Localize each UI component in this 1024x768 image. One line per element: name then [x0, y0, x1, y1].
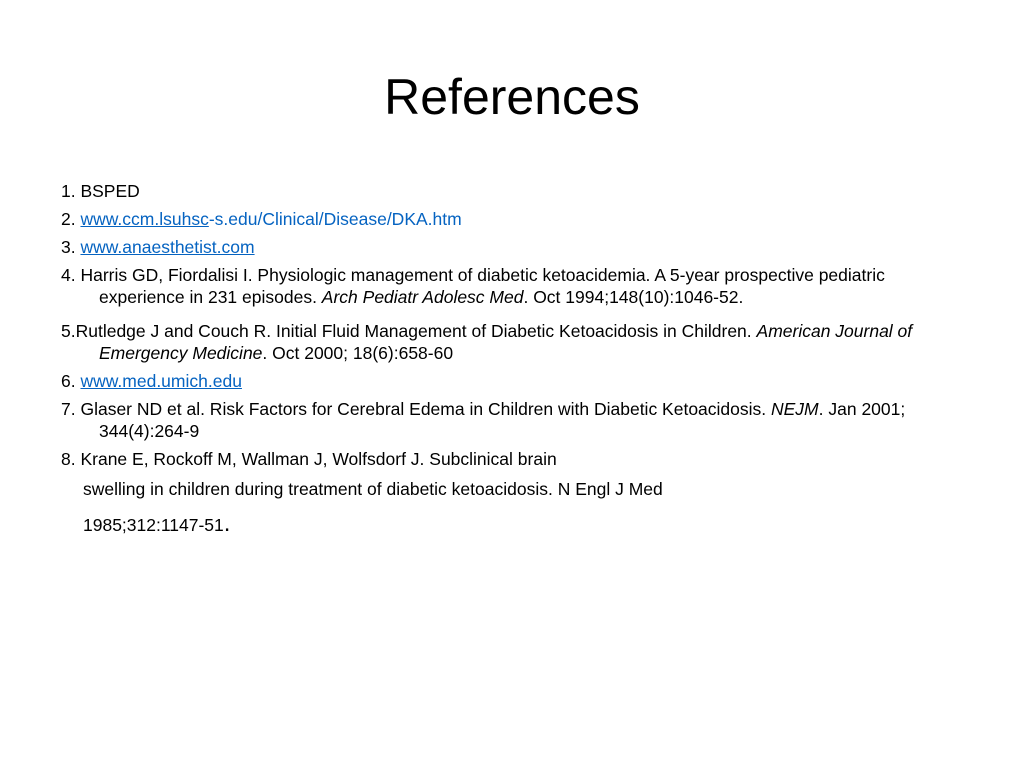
references-list — [61, 180, 961, 542]
reference-7-journal: NEJM — [771, 399, 819, 419]
reference-2-link[interactable]: www.ccm.lsuhsc — [80, 209, 209, 229]
reference-6 — [61, 370, 961, 392]
reference-6-number: 6. — [61, 371, 81, 391]
reference-4 — [61, 264, 961, 308]
reference-4-text: 4. Harris GD, Fiordalisi I. Physiologic management of diabetic ketoacidemia. A 5-year prospective pediatric experience in 231 episodes. — [61, 265, 885, 307]
reference-2 — [61, 208, 961, 230]
reference-7 — [61, 398, 961, 442]
reference-8 — [61, 448, 961, 536]
reference-4-tail: . Oct 1994;148(10):1046-52. — [523, 287, 744, 307]
reference-1: 1. BSPED — [61, 181, 140, 201]
reference-7-text: 7. Glaser ND et al. Risk Factors for Cerebral Edema in Children with Diabetic Ketoacidosis. — [61, 399, 771, 419]
reference-5-text: 5.Rutledge J and Couch R. Initial Fluid Management of Diabetic Ketoacidosis in Children. — [61, 321, 757, 341]
reference-2-link-rest[interactable]: -s.edu/Clinical/Disease/DKA.htm — [208, 209, 462, 229]
reference-4-journal: Arch Pediatr Adolesc Med — [321, 287, 524, 307]
reference-5 — [61, 320, 961, 364]
reference-8-line-3 — [61, 510, 961, 537]
slide-title: References — [384, 69, 640, 125]
reference-8-line-2: swelling in children during treatment of diabetic ketoacidosis. N Engl J Med — [83, 479, 663, 499]
reference-3-number: 3. — [61, 237, 81, 257]
reference-5-journal: American Journal of Emergency Medicine — [99, 321, 913, 363]
reference-6-link[interactable]: www.med.umich.edu — [80, 371, 242, 391]
reference-3-link[interactable]: www.anaesthetist.com — [80, 237, 255, 257]
reference-8-citation: 1985;312:1147-51 — [83, 515, 224, 535]
reference-5-tail: . Oct 2000; 18(6):658-60 — [262, 343, 454, 363]
reference-8-line-1: 8. Krane E, Rockoff M, Wallman J, Wolfsdorf J. Subclinical brain — [61, 449, 557, 469]
reference-3 — [61, 236, 961, 258]
reference-2-number: 2. — [61, 209, 81, 229]
reference-8-end-period: . — [223, 510, 231, 537]
reference-7-tail: . Jan 2001; 344(4):264-9 — [99, 399, 906, 441]
